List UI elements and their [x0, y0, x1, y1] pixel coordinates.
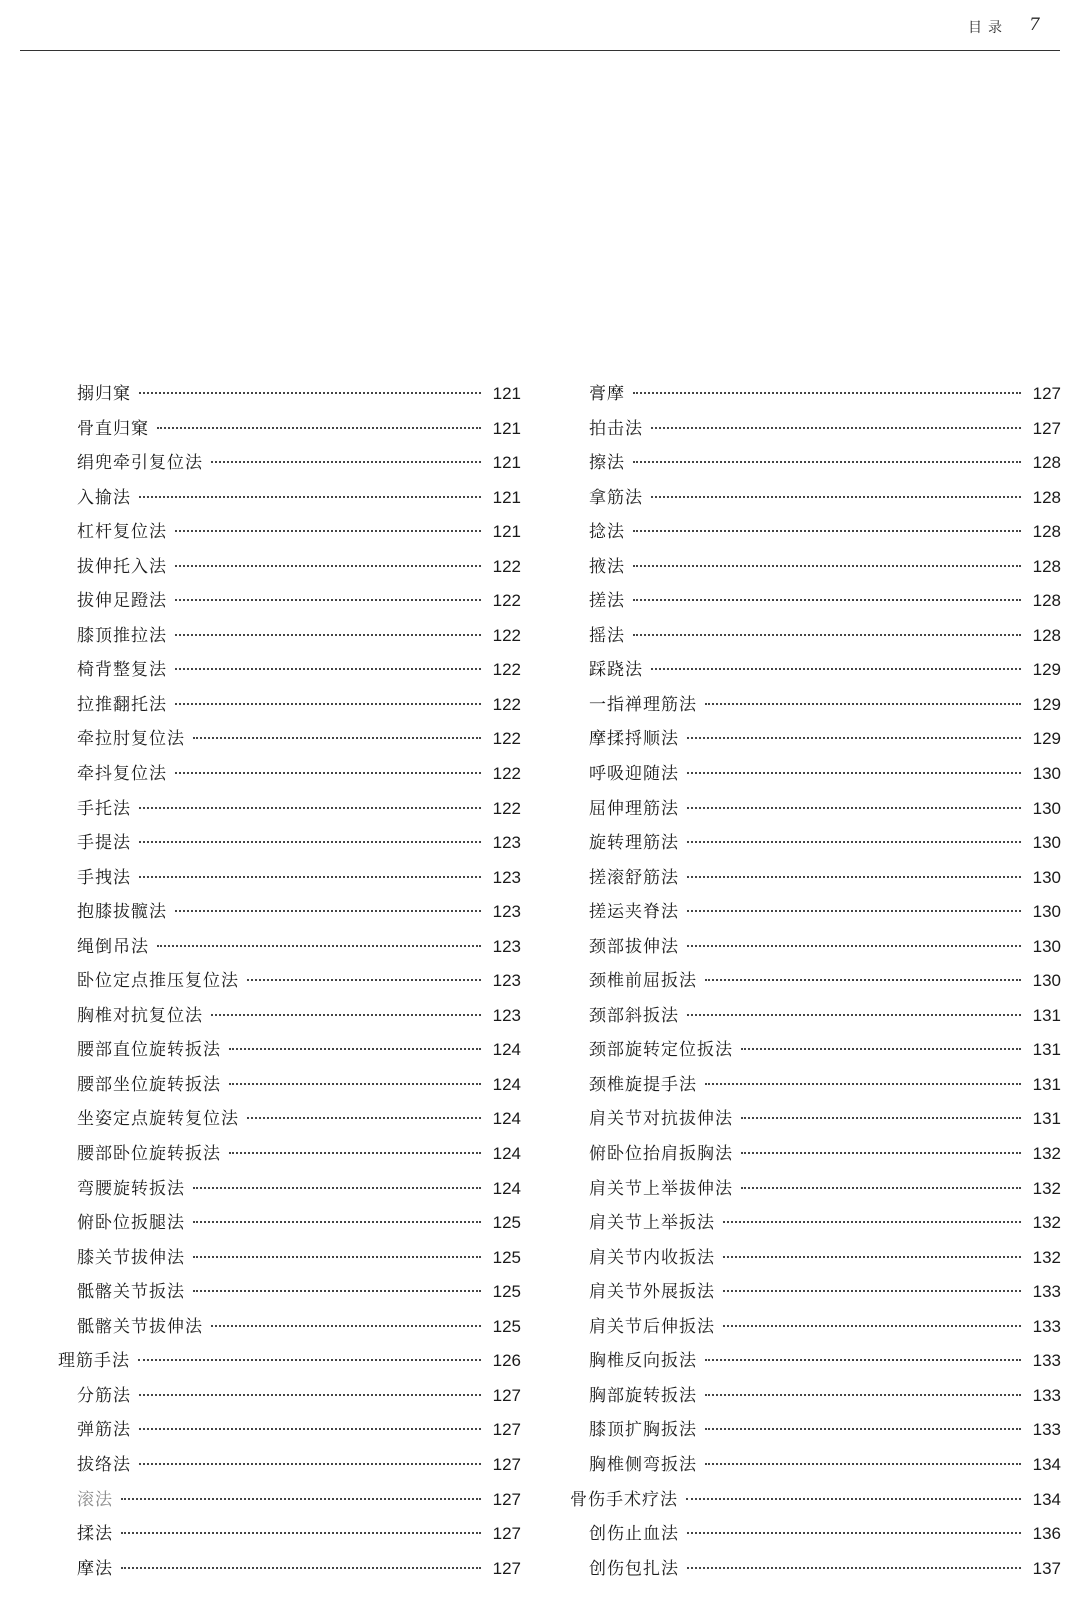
toc-entry-page: 133: [1032, 1282, 1061, 1302]
toc-entry[interactable]: [58, 1558, 521, 1593]
toc-entry[interactable]: [58, 798, 521, 833]
toc-entry-title: 膝关节拔伸法: [77, 1247, 185, 1268]
toc-entry-page: 133: [1032, 1420, 1061, 1440]
toc-entry[interactable]: [570, 901, 1061, 936]
toc-entry[interactable]: [570, 1212, 1061, 1247]
toc-entry[interactable]: [58, 1419, 521, 1454]
toc-entry-title: 牵拉肘复位法: [77, 729, 185, 750]
toc-entry[interactable]: [58, 1316, 521, 1351]
toc-entry[interactable]: [58, 659, 521, 694]
toc-entry-title: 手托法: [77, 798, 131, 819]
toc-entry-title: 骶髂关节扳法: [77, 1282, 185, 1303]
toc-dot-leader: [175, 772, 481, 774]
toc-entry[interactable]: [570, 1558, 1061, 1593]
toc-entry-page: 125: [492, 1316, 521, 1336]
toc-entry-page: 127: [1032, 418, 1061, 438]
toc-entry[interactable]: [58, 901, 521, 936]
toc-entry-title: 掖法: [589, 556, 625, 577]
toc-entry-page: 121: [492, 487, 521, 507]
toc-dot-leader: [687, 772, 1021, 774]
toc-entry-page: 134: [1032, 1454, 1061, 1474]
toc-entry-page: 125: [492, 1213, 521, 1233]
toc-entry-title: 骶髂关节拔伸法: [77, 1316, 203, 1337]
toc-entry[interactable]: [570, 1178, 1061, 1213]
toc-entry[interactable]: [570, 1039, 1061, 1074]
toc-entry-page: 123: [492, 833, 521, 853]
toc-entry-page: 130: [1032, 764, 1061, 784]
toc-entry-page: 127: [492, 1558, 521, 1578]
toc-entry-title: 擦法: [589, 453, 625, 474]
toc-dot-leader: [705, 1083, 1021, 1085]
toc-entry-page: 130: [1032, 902, 1061, 922]
toc-section-entry[interactable]: [58, 1350, 521, 1385]
toc-dot-leader: [139, 876, 481, 878]
toc-dot-leader: [633, 461, 1021, 463]
toc-dot-leader: [229, 1152, 481, 1154]
toc-entry-title: 呼吸迎随法: [589, 764, 679, 785]
toc-entry[interactable]: [58, 418, 521, 453]
toc-entry-title: 牵抖复位法: [77, 764, 167, 785]
toc-dot-leader: [633, 530, 1021, 532]
toc-dot-leader: [247, 979, 481, 981]
toc-entry-title: 屈伸理筋法: [589, 798, 679, 819]
toc-entry-page: 133: [1032, 1316, 1061, 1336]
toc-entry-page: 127: [492, 1420, 521, 1440]
toc-dot-leader: [139, 496, 481, 498]
toc-entry-page: 130: [1032, 833, 1061, 853]
toc-dot-leader: [687, 737, 1021, 739]
toc-dot-leader: [705, 979, 1021, 981]
toc-entry-title: 腰部直位旋转扳法: [77, 1040, 221, 1061]
toc-dot-leader: [723, 1290, 1021, 1292]
toc-entry-title: 胸椎侧弯扳法: [589, 1454, 697, 1475]
toc-entry-title: 揉法: [77, 1524, 113, 1545]
toc-entry-title: 分筋法: [77, 1385, 131, 1406]
toc-entry-title: 拿筋法: [589, 487, 643, 508]
toc-entry-page: 131: [1032, 1040, 1061, 1060]
toc-entry-page: 121: [492, 453, 521, 473]
toc-entry-title: 肩关节外展扳法: [589, 1282, 715, 1303]
toc-entry-title: 椅背整复法: [77, 660, 167, 681]
toc-entry[interactable]: [570, 1385, 1061, 1420]
toc-entry-title: 搓滚舒筋法: [589, 867, 679, 888]
toc-entry-title: 拔伸足蹬法: [77, 591, 167, 612]
toc-entry-page: 121: [492, 384, 521, 403]
toc-entry-title: 摩法: [77, 1558, 113, 1579]
toc-dot-leader: [705, 1359, 1021, 1361]
toc-entry-title: 拔伸托入法: [77, 556, 167, 577]
toc-entry-title: 膝顶扩胸扳法: [589, 1420, 697, 1441]
toc-entry[interactable]: [570, 970, 1061, 1005]
toc-entry[interactable]: [58, 867, 521, 902]
toc-entry[interactable]: [570, 694, 1061, 729]
toc-entry-page: 123: [492, 1005, 521, 1025]
toc-entry[interactable]: [570, 590, 1061, 625]
toc-entry-page: 123: [492, 867, 521, 887]
toc-entry[interactable]: [58, 1143, 521, 1178]
toc-entry[interactable]: [570, 798, 1061, 833]
toc-entry[interactable]: [58, 1385, 521, 1420]
toc-entry[interactable]: [58, 590, 521, 625]
toc-entry[interactable]: [58, 1212, 521, 1247]
toc-entry-title: 滚法: [77, 1489, 113, 1510]
toc-entry[interactable]: [570, 659, 1061, 694]
toc-dot-leader: [633, 392, 1021, 394]
toc-entry-title: 抱膝拔髋法: [77, 902, 167, 923]
toc-entry-page: 124: [492, 1144, 521, 1164]
toc-dot-leader: [723, 1325, 1021, 1327]
toc-entry-page: 128: [1032, 522, 1061, 542]
toc-dot-leader: [247, 1117, 481, 1119]
toc-dot-leader: [139, 841, 481, 843]
toc-dot-leader: [651, 427, 1021, 429]
toc-dot-leader: [687, 945, 1021, 947]
toc-entry-title: 胸部旋转扳法: [589, 1385, 697, 1406]
toc-entry-title: 颈部拔伸法: [589, 936, 679, 957]
toc-entry-title: 捻法: [589, 522, 625, 543]
toc-entry-title: 摇法: [589, 625, 625, 646]
toc-entry-title: 颈椎旋提手法: [589, 1074, 697, 1095]
toc-entry-page: 131: [1032, 1005, 1061, 1025]
toc-entry-page: 122: [492, 694, 521, 714]
toc-entry-title: 颈部斜扳法: [589, 1005, 679, 1026]
toc-dot-leader: [741, 1152, 1021, 1154]
toc-entry-page: 122: [492, 625, 521, 645]
toc-entry-title: 拍击法: [589, 418, 643, 439]
running-header: [20, 0, 1060, 51]
toc-entry[interactable]: [58, 487, 521, 522]
toc-entry[interactable]: [570, 418, 1061, 453]
toc-entry-title: 手提法: [77, 833, 131, 854]
toc-entry-page: 129: [1032, 660, 1061, 680]
toc-entry-title: 摩揉捋顺法: [589, 729, 679, 750]
toc-entry-title: 创伤包扎法: [589, 1558, 679, 1579]
toc-entry-page: 124: [492, 1109, 521, 1129]
toc-dot-leader: [687, 910, 1021, 912]
toc-entry-page: 122: [492, 556, 521, 576]
toc-entry-title: 创伤止血法: [589, 1524, 679, 1545]
header-page-number: 7: [1029, 15, 1040, 35]
toc-entry-title: 肩关节上举扳法: [589, 1213, 715, 1234]
toc-entry[interactable]: [58, 1489, 521, 1524]
toc-entry[interactable]: [570, 487, 1061, 522]
toc-entry[interactable]: [58, 1523, 521, 1558]
toc-entry-title: 骨直归窠: [77, 418, 149, 439]
toc-entry[interactable]: [570, 383, 1061, 418]
toc-entry[interactable]: [58, 694, 521, 729]
toc-entry-title: 肩关节内收扳法: [589, 1247, 715, 1268]
toc-entry[interactable]: [570, 936, 1061, 971]
toc-entry-page: 121: [492, 522, 521, 542]
toc-dot-leader: [229, 1048, 481, 1050]
toc-entry-page: 124: [492, 1074, 521, 1094]
toc-entry[interactable]: [570, 1281, 1061, 1316]
toc-entry-page: 124: [492, 1040, 521, 1060]
toc-entry-title: 胸椎反向扳法: [589, 1351, 697, 1372]
toc-entry-page: 127: [492, 1524, 521, 1544]
toc-dot-leader: [705, 1428, 1021, 1430]
toc-entry[interactable]: [570, 763, 1061, 798]
toc-entry-page: 130: [1032, 867, 1061, 887]
toc-entry-page: 123: [492, 936, 521, 956]
toc-dot-leader: [705, 1463, 1021, 1465]
toc-dot-leader: [211, 461, 481, 463]
toc-entry[interactable]: [570, 832, 1061, 867]
toc-entry[interactable]: [570, 1247, 1061, 1282]
toc-dot-leader: [138, 1359, 481, 1361]
toc-dot-leader: [157, 427, 481, 429]
toc-entry-title: 搓法: [589, 591, 625, 612]
toc-entry-title: 胸椎对抗复位法: [77, 1005, 203, 1026]
toc-entry-page: 133: [1032, 1385, 1061, 1405]
toc-entry[interactable]: [570, 521, 1061, 556]
toc-entry-title: 腰部卧位旋转扳法: [77, 1144, 221, 1165]
toc-entry-title: 拉推翻托法: [77, 694, 167, 715]
toc-dot-leader: [175, 634, 481, 636]
toc-entry[interactable]: [58, 1074, 521, 1109]
toc-entry-title: 绳倒吊法: [77, 936, 149, 957]
toc-entry-page: 122: [492, 660, 521, 680]
toc-entry[interactable]: [58, 1108, 521, 1143]
toc-entry-title: 搦归窠: [77, 384, 131, 404]
toc-entry[interactable]: [58, 763, 521, 798]
toc-entry-title: 杠杆复位法: [77, 522, 167, 543]
toc-entry-title: 肩关节后伸扳法: [589, 1316, 715, 1337]
toc-dot-leader: [193, 1256, 481, 1258]
toc-entry-page: 127: [1032, 384, 1061, 403]
toc-dot-leader: [651, 496, 1021, 498]
toc-entry-title: 骨伤手术疗法: [570, 1489, 678, 1510]
toc-dot-leader: [687, 1532, 1021, 1534]
toc-entry-page: 127: [492, 1454, 521, 1474]
toc-entry-page: 128: [1032, 591, 1061, 611]
toc-entry[interactable]: [58, 1281, 521, 1316]
toc-section-entry[interactable]: [570, 1489, 1061, 1524]
toc-dot-leader: [741, 1048, 1021, 1050]
toc-entry-page: 128: [1032, 556, 1061, 576]
toc-dot-leader: [139, 1394, 481, 1396]
toc-dot-leader: [723, 1221, 1021, 1223]
toc-entry-title: 卧位定点推压复位法: [77, 971, 239, 992]
toc-dot-leader: [175, 668, 481, 670]
toc-entry-page: 122: [492, 591, 521, 611]
toc-entry[interactable]: [58, 728, 521, 763]
toc-entry-title: 俯卧位扳腿法: [77, 1213, 185, 1234]
toc-entry-page: 131: [1032, 1109, 1061, 1129]
toc-entry[interactable]: [58, 556, 521, 591]
toc-entry-page: 123: [492, 971, 521, 991]
toc-entry[interactable]: [570, 728, 1061, 763]
toc-entry-page: 123: [492, 902, 521, 922]
toc-entry-page: 122: [492, 729, 521, 749]
toc-entry[interactable]: [58, 832, 521, 867]
toc-entry-title: 踩跷法: [589, 660, 643, 681]
toc-entry-title: 手拽法: [77, 867, 131, 888]
toc-entry-page: 130: [1032, 936, 1061, 956]
toc-dot-leader: [193, 737, 481, 739]
toc-dot-leader: [687, 1014, 1021, 1016]
toc-column-left: [58, 383, 521, 1592]
toc-entry-title: 肩关节上举拔伸法: [589, 1178, 733, 1199]
toc-entry[interactable]: [570, 867, 1061, 902]
toc-dot-leader: [633, 634, 1021, 636]
toc-entry[interactable]: [570, 452, 1061, 487]
toc-entry-page: 125: [492, 1247, 521, 1267]
toc-entry-page: 132: [1032, 1213, 1061, 1233]
toc-dot-leader: [687, 876, 1021, 878]
toc-dot-leader: [687, 841, 1021, 843]
toc-dot-leader: [723, 1256, 1021, 1258]
toc-entry-page: 127: [492, 1385, 521, 1405]
toc-entry[interactable]: [570, 1350, 1061, 1385]
toc-dot-leader: [686, 1498, 1021, 1500]
toc-entry[interactable]: [570, 1419, 1061, 1454]
toc-dot-leader: [687, 1567, 1021, 1569]
toc-entry-title: 膏摩: [589, 384, 625, 404]
toc-entry-page: 129: [1032, 729, 1061, 749]
toc-entry-title: 坐姿定点旋转复位法: [77, 1109, 239, 1130]
toc-entry-page: 131: [1032, 1074, 1061, 1094]
toc-dot-leader: [121, 1532, 481, 1534]
toc-entry-page: 130: [1032, 798, 1061, 818]
toc-dot-leader: [175, 910, 481, 912]
toc-entry-page: 132: [1032, 1178, 1061, 1198]
toc-dot-leader: [687, 807, 1021, 809]
toc-entry-page: 122: [492, 764, 521, 784]
toc-entry-title: 绢兜牵引复位法: [77, 453, 203, 474]
toc-entry[interactable]: [570, 1454, 1061, 1489]
toc-entry-page: 137: [1032, 1558, 1061, 1578]
toc-dot-leader: [193, 1290, 481, 1292]
toc-entry-title: 入揄法: [77, 487, 131, 508]
toc-entry-title: 拔络法: [77, 1454, 131, 1475]
toc-dot-leader: [139, 392, 481, 394]
toc-entry-title: 颈椎前屈扳法: [589, 971, 697, 992]
toc-dot-leader: [139, 1463, 481, 1465]
toc-entry-title: 弯腰旋转扳法: [77, 1178, 185, 1199]
toc-dot-leader: [211, 1325, 481, 1327]
toc-entry-page: 125: [492, 1282, 521, 1302]
toc-dot-leader: [175, 565, 481, 567]
toc-entry[interactable]: [58, 452, 521, 487]
toc-entry-title: 膝顶推拉法: [77, 625, 167, 646]
toc-entry-page: 126: [492, 1351, 521, 1371]
toc-entry[interactable]: [58, 1039, 521, 1074]
toc-entry-page: 136: [1032, 1524, 1061, 1544]
toc-entry[interactable]: [58, 1005, 521, 1040]
toc-dot-leader: [139, 807, 481, 809]
toc-entry-page: 132: [1032, 1247, 1061, 1267]
toc-entry[interactable]: [58, 970, 521, 1005]
toc-entry-page: 132: [1032, 1144, 1061, 1164]
toc-dot-leader: [633, 565, 1021, 567]
toc-dot-leader: [121, 1567, 481, 1569]
toc-entry[interactable]: [58, 383, 521, 418]
toc-dot-leader: [175, 530, 481, 532]
toc-entry[interactable]: [570, 1074, 1061, 1109]
toc-entry[interactable]: [570, 625, 1061, 660]
toc-entry-page: 134: [1032, 1489, 1061, 1509]
toc-dot-leader: [705, 1394, 1021, 1396]
toc-entry[interactable]: [570, 1143, 1061, 1178]
toc-entry[interactable]: [570, 1108, 1061, 1143]
toc-dot-leader: [175, 599, 481, 601]
toc-entry-title: 腰部坐位旋转扳法: [77, 1074, 221, 1095]
toc-dot-leader: [211, 1014, 481, 1016]
toc-entry-page: 133: [1032, 1351, 1061, 1371]
toc-entry-page: 130: [1032, 971, 1061, 991]
toc-dot-leader: [633, 599, 1021, 601]
toc-entry-title: 搓运夹脊法: [589, 902, 679, 923]
toc-entry[interactable]: [570, 1005, 1061, 1040]
toc-entry-page: 122: [492, 798, 521, 818]
toc-entry-title: 一指禅理筋法: [589, 694, 697, 715]
toc-dot-leader: [229, 1083, 481, 1085]
toc-entry[interactable]: [58, 936, 521, 971]
toc-entry[interactable]: [58, 625, 521, 660]
toc-dot-leader: [193, 1221, 481, 1223]
toc-dot-leader: [741, 1187, 1021, 1189]
toc-dot-leader: [651, 668, 1021, 670]
toc-entry[interactable]: [570, 1523, 1061, 1558]
toc-entry-title: 弹筋法: [77, 1420, 131, 1441]
toc-dot-leader: [157, 945, 481, 947]
toc-entry[interactable]: [570, 1316, 1061, 1351]
toc-entry-page: 128: [1032, 625, 1061, 645]
toc-dot-leader: [705, 703, 1021, 705]
toc-entry-page: 129: [1032, 694, 1061, 714]
toc-entry-page: 124: [492, 1178, 521, 1198]
toc-entry-page: 128: [1032, 487, 1061, 507]
toc-dot-leader: [193, 1187, 481, 1189]
toc-entry-page: 127: [492, 1489, 521, 1509]
toc-entry-title: 旋转理筋法: [589, 833, 679, 854]
toc-entry-title: 俯卧位抬肩扳胸法: [589, 1144, 733, 1165]
toc-dot-leader: [139, 1428, 481, 1430]
toc-dot-leader: [121, 1498, 481, 1500]
toc-entry[interactable]: [58, 1454, 521, 1489]
toc-dot-leader: [175, 703, 481, 705]
toc-entry[interactable]: [58, 1247, 521, 1282]
toc-column-right: [570, 383, 1061, 1592]
toc-entry-page: 128: [1032, 453, 1061, 473]
toc-entry-title: 理筋手法: [58, 1351, 130, 1372]
header-title: 目录: [968, 20, 1008, 36]
toc-entry-title: 肩关节对抗拔伸法: [589, 1109, 733, 1130]
toc-entry-title: 颈部旋转定位扳法: [589, 1040, 733, 1061]
toc-entry[interactable]: [58, 1178, 521, 1213]
toc-entry-page: 121: [492, 418, 521, 438]
toc-dot-leader: [741, 1117, 1021, 1119]
toc-entry[interactable]: [58, 521, 521, 556]
toc-entry[interactable]: [570, 556, 1061, 591]
